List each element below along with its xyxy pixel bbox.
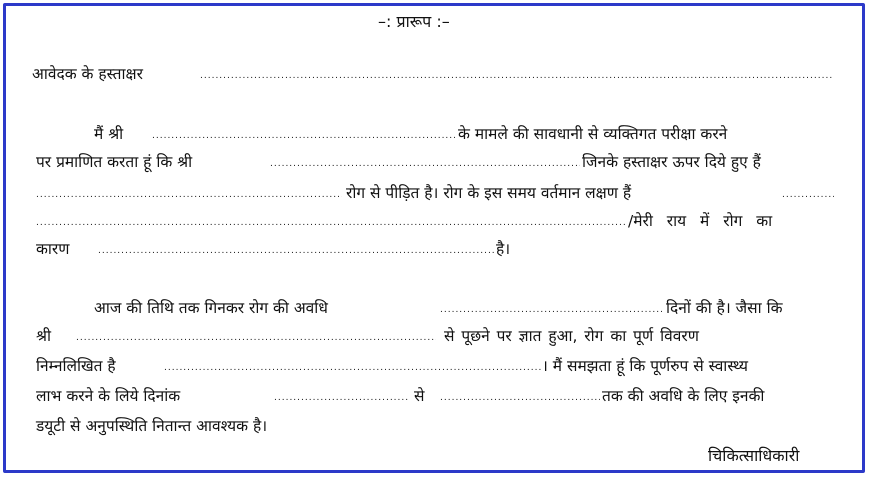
p1-text-8: है। — [496, 240, 511, 258]
form-frame — [3, 3, 865, 473]
p1-text-2: के मामले की सावधानी से व्यक्तिगत परीक्षा करने — [458, 125, 728, 143]
examinee-name-field[interactable] — [152, 124, 456, 144]
p2-text-1: आज की तिथि तक गिनकर रोग की अवधि — [94, 299, 328, 317]
applicant-signature-field[interactable] — [200, 64, 832, 84]
signatory-label: चिकित्साधिकारी — [708, 446, 800, 465]
cause-field[interactable] — [98, 239, 496, 259]
form-title: –: प्रारूप :– — [378, 12, 450, 31]
symptoms-field[interactable] — [36, 211, 626, 231]
p2-text-8: से — [414, 387, 425, 405]
from-date-field[interactable] — [274, 386, 410, 406]
details-field[interactable] — [164, 356, 542, 376]
duration-days-field[interactable] — [440, 298, 664, 318]
p2-text-4: से पूछने पर ज्ञात हुआ, रोग का पूर्ण विवरण — [444, 327, 699, 345]
p1-text-3: पर प्रमाणित करता हूं कि श्री — [36, 153, 193, 171]
p2-text-6: । मैं समझता हूं कि पूर्णरुप से स्वास्थ्य — [542, 357, 749, 375]
patient-name-field[interactable] — [270, 152, 580, 172]
p2-text-9: तक की अवधि के लिए इनकी — [602, 387, 765, 405]
p2-text-5: निम्नलिखित है — [36, 357, 116, 375]
p2-text-7: लाभ करने के लिये दिनांक — [36, 387, 181, 405]
p1-text-5: रोग से पीड़ित है। रोग के इस समय वर्तमान लक्षण हैं — [346, 184, 632, 202]
p1-text-1: मैं श्री — [94, 125, 124, 143]
to-date-field[interactable] — [440, 386, 600, 406]
symptoms-field-start[interactable] — [782, 183, 834, 203]
disease-field[interactable] — [36, 183, 342, 203]
p2-text-10: डयूटी से अनुपस्थिति नितान्त आवश्यक है। — [36, 417, 268, 435]
p1-text-7: कारण — [36, 240, 70, 258]
p2-text-3: श्री — [36, 327, 51, 345]
p1-text-4: जिनके हस्ताक्षर ऊपर दिये हुए हैं — [582, 153, 761, 171]
applicant-signature-label: आवेदक के हस्ताक्षर — [32, 65, 143, 83]
p2-text-2: दिनों की है। जैसा कि — [666, 299, 783, 317]
informant-name-field[interactable] — [76, 326, 436, 346]
p1-text-6: /मेरी राय में रोग का — [628, 212, 773, 230]
